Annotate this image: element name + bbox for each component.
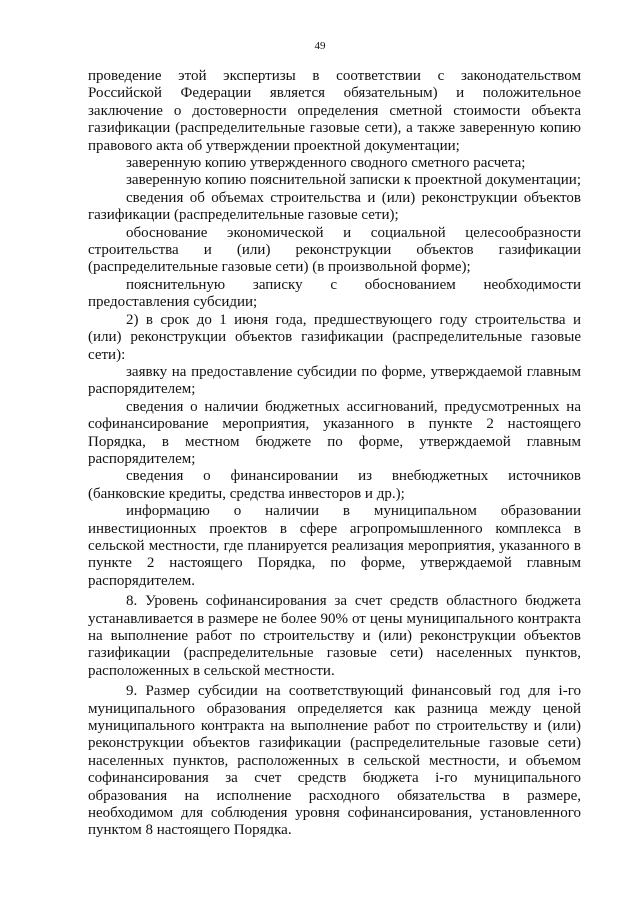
- paragraph-list-item: сведения о финансировании из внебюджетных источников (банковские кредиты, средства инвесторов и др.);: [88, 468, 581, 502]
- document-body: [88, 68, 581, 840]
- paragraph-list-item: пояснительную записку с обоснованием необходимости предоставления субсидии;: [88, 276, 581, 311]
- page-number: 49: [314, 40, 326, 52]
- paragraph-list-item: заверенную копию пояснительной записки к проектной документации;: [126, 172, 581, 189]
- paragraph-section-9: 9. Размер субсидии на соответствующий финансовый год для i-го муниципального образования определяется как разница между ценой муниципального контракта на выполнение работ по строительству и (или) реконструкции объектов газификации (распределительные газовые сети) населенных пунктов, расположенных в сельской местности, и объемом софинансирования за счет средств бюджета i-го муниципального образования на исполнение расходного обязательства в размере, необходимом для соблюдения уровня софинансирования, установленного пунктом 8 настоящего Порядка.: [88, 683, 581, 839]
- paragraph-list-item: информацию о наличии в муниципальном образовании инвестиционных проектов в сфере агропромышленного комплекса в сельской местности, где планируется реализация мероприятия, указанного в пункте 2 настоящего Порядка, по форме, утверждаемой главным распорядителем.: [88, 503, 581, 589]
- paragraph-list-item: обоснование экономической и социальной целесообразности строительства и (или) реконструкции объектов газификации (распределительные газовые сети) (в произвольной форме);: [88, 224, 581, 276]
- paragraph-list-item: заявку на предоставление субсидии по форме, утверждаемой главным распорядителем;: [88, 363, 581, 398]
- paragraph-section-8: 8. Уровень софинансирования за счет средств областного бюджета устанавливается в размере не более 90% от цены муниципального контракта на выполнение работ по строительству и (или) реконструкции объектов газификации (распределительные газовые сети) населенных пунктов, расположенных в сельской местности.: [88, 593, 581, 679]
- paragraph-subpoint-2: 2) в срок до 1 июня года, предшествующего году строительства и (или) реконструкции объектов газификации (распределительные газовые сети):: [88, 311, 581, 363]
- paragraph-list-item: заверенную копию утвержденного сводного сметного расчета;: [126, 155, 526, 172]
- paragraph-continuation: проведение этой экспертизы в соответствии с законодательством Российской Федерации является обязательным) и положительное заключение о достоверности определения сметной стоимости объекта газификации (распределительные газовые сети), а также заверенную копию правового акта об утверждении проектной документации;: [88, 68, 581, 154]
- paragraph-list-item: сведения об объемах строительства и (или) реконструкции объектов газификации (распределительные газовые сети);: [88, 189, 581, 224]
- paragraph-list-item: сведения о наличии бюджетных ассигнований, предусмотренных на софинансирование мероприятия, указанного в пункте 2 настоящего Порядка, в местном бюджете по форме, утверждаемой главным распорядителем;: [88, 398, 581, 467]
